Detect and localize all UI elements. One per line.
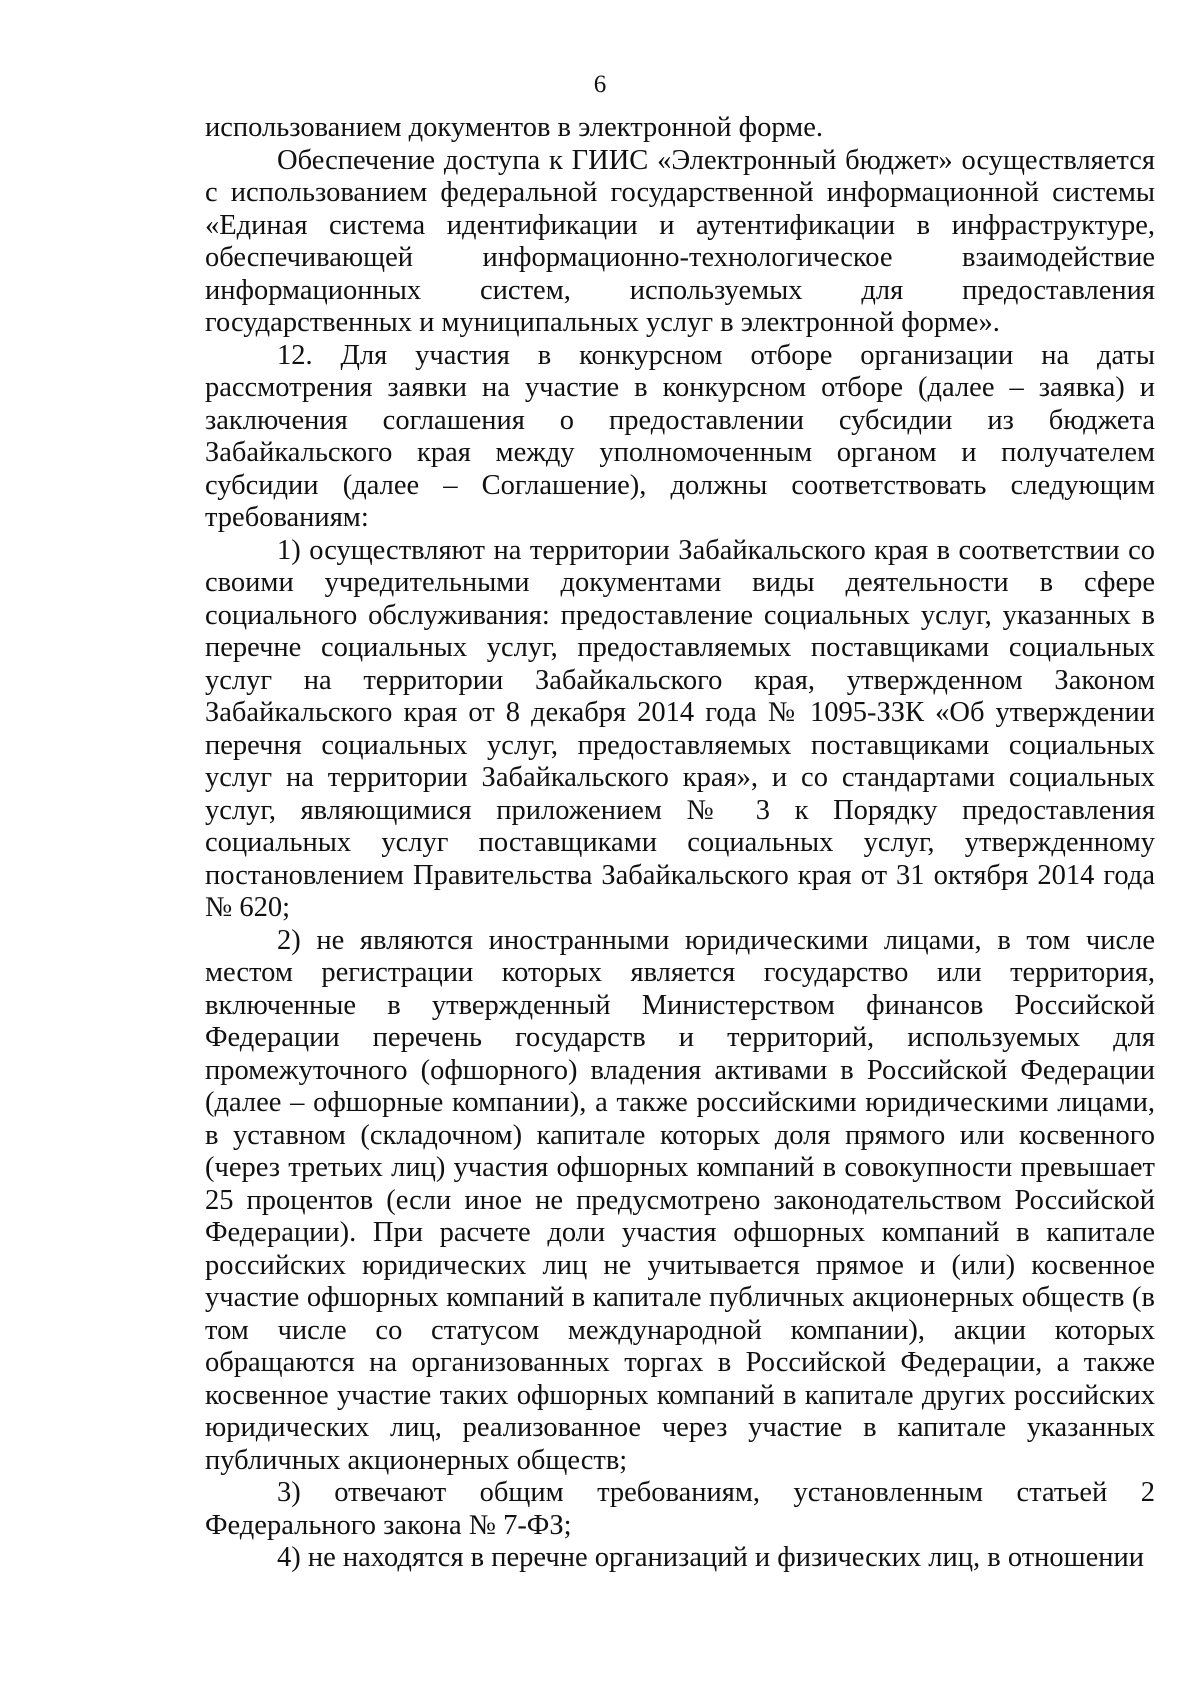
paragraph-requirement-4: 4) не находятся в перечне организаций и физических лиц, в отношении bbox=[277, 1542, 1145, 1573]
paragraph-item-12: 12. Для участия в конкурсном отборе организации на даты рассмотрения заявки на участие в конкурсном отборе (далее – заявка) и заключения соглашения о предоставлении субсидии из бюджета Забайкальского края между уполномоченным органом и получателем субсидии (далее – Соглашение), должны соответствовать следующим требованиям: bbox=[205, 339, 1155, 533]
document-body bbox=[205, 112, 1155, 1575]
paragraph-giis-access: Обеспечение доступа к ГИИС «Электронный бюджет» осуществляется с использованием федеральной государственной информационной системы «Единая система идентификации и аутентификации в инфраструктуре, обеспечивающей информационно-технологическое взаимодействие информационных систем, используемых для предоставления государственных и муниципальных услуг в электронной форме». bbox=[205, 144, 1155, 338]
paragraph-requirement-1: 1) осуществляют на территории Забайкальского края в соответствии со своими учредительными документами виды деятельности в сфере социального обслуживания: предоставление социальных услуг, указанных в перечне социальных услуг, предоставляемых поставщиками социальных услуг на территории Забайкальского края, утвержденном Законом Забайкальского края от 8 декабря 2014 года № 1095-ЗЗК «Об утверждении перечня социальных услуг, предоставляемых поставщиками социальных услуг на территории Забайкальского края», и со стандартами социальных услуг, являющимися приложением № 3 к Порядку предоставления социальных услуг поставщиками социальных услуг, утвержденному постановлением Правительства Забайкальского края от 31 октября 2014 года № 620; bbox=[205, 534, 1155, 923]
paragraph-continuation: использованием документов в электронной форме. bbox=[205, 112, 823, 143]
paragraph-requirement-3: 3) отвечают общим требованиям, установленным статьей 2 Федерального закона № 7-ФЗ; bbox=[205, 1477, 1155, 1541]
page-number: 6 bbox=[593, 71, 607, 98]
paragraph-requirement-2: 2) не являются иностранными юридическими лицами, в том числе местом регистрации которых является государство или территория, включенные в утвержденный Министерством финансов Российской Федерации перечень государств и территорий, используемых для промежуточного (офшорного) владения активами в Российской Федерации (далее – офшорные компании), а также российскими юридическими лицами, в уставном (складочном) капитале которых доля прямого или косвенного (через третьих лиц) участия офшорных компаний в совокупности превышает 25 процентов (если иное не предусмотрено законодательством Российской Федерации). При расчете доли участия офшорных компаний в капитале российских юридических лиц не учитывается прямое и (или) косвенное участие офшорных компаний в капитале публичных акционерных обществ (в том числе со статусом международной компании), акции которых обращаются на организованных торгах в Российской Федерации, а также косвенное участие таких офшорных компаний в капитале других российских юридических лиц, реализованное через участие в капитале указанных публичных акционерных обществ; bbox=[205, 924, 1155, 1476]
